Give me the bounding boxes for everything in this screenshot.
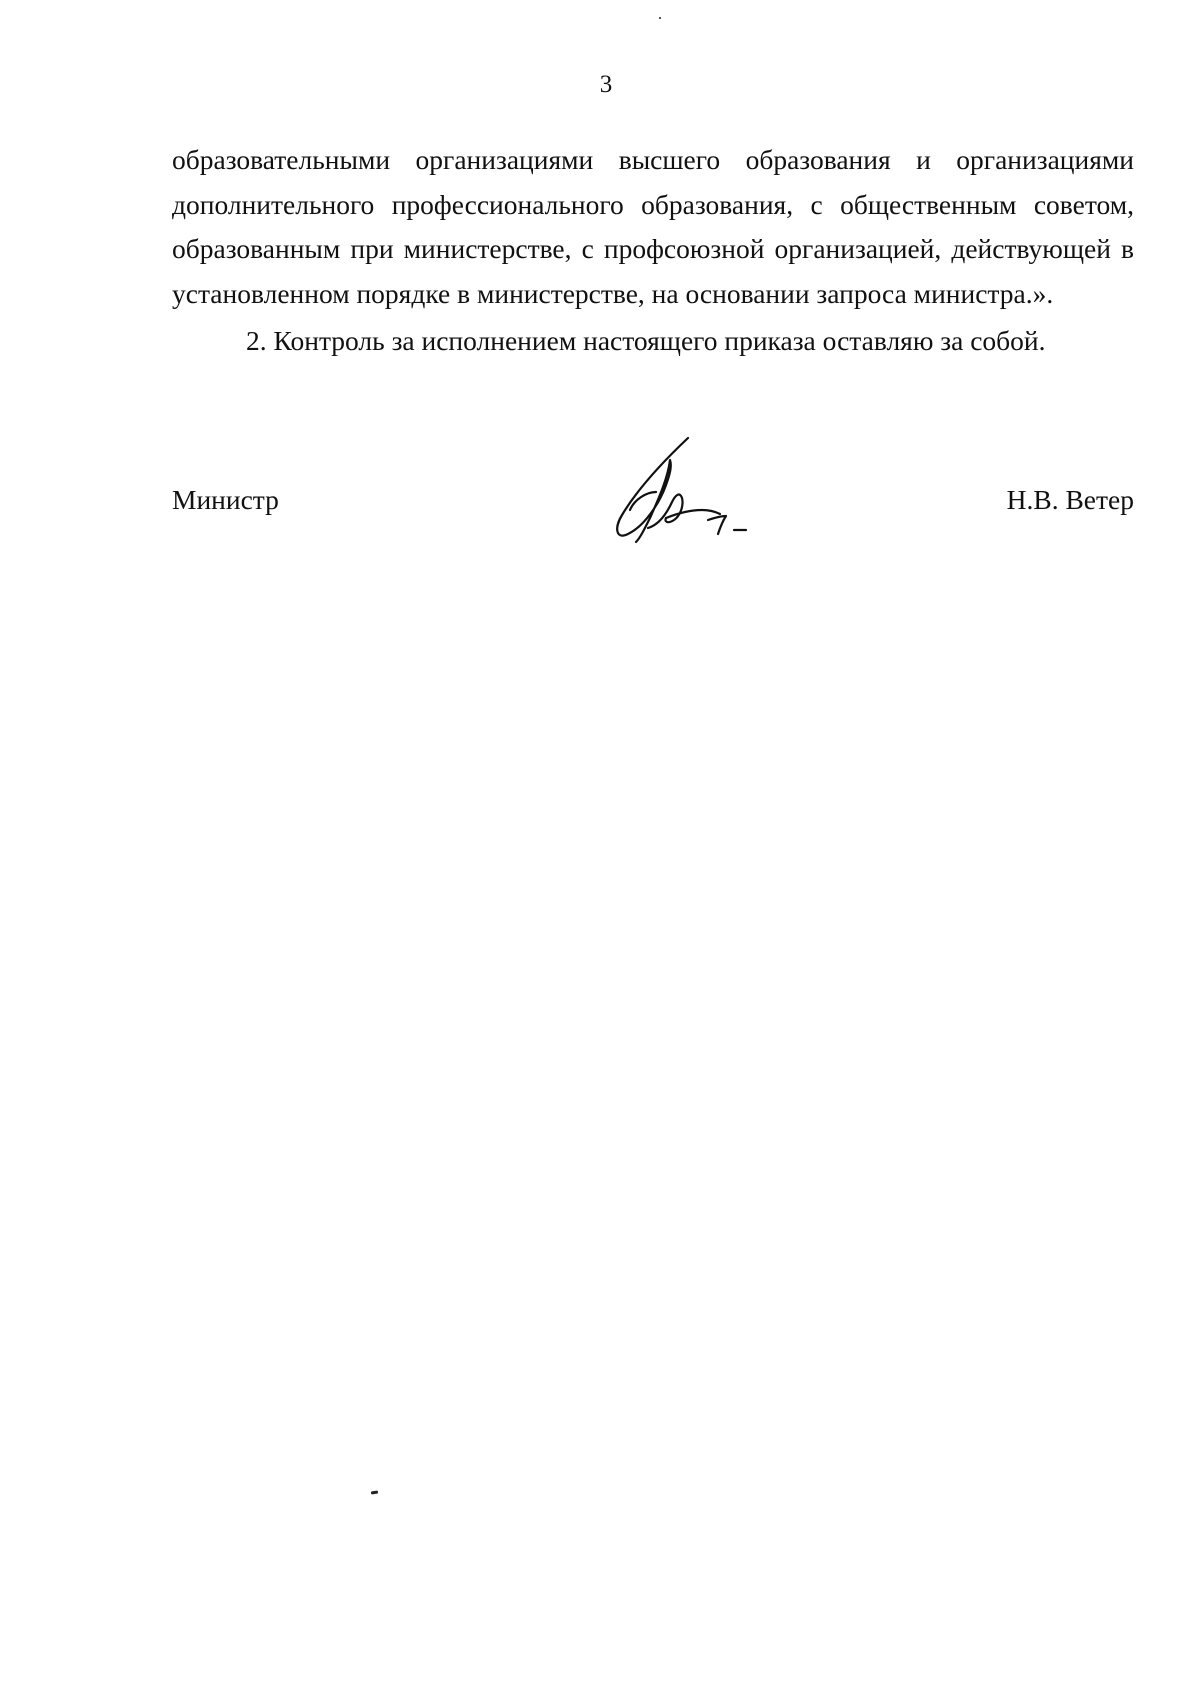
signatory-name: Н.В. Ветер: [1006, 484, 1134, 515]
page-number: 3: [599, 71, 613, 98]
paragraph-control-clause: 2. Контроль за исполнением настоящего приказа оставляю за собой.: [246, 325, 1046, 356]
scan-speck: [659, 17, 661, 19]
paragraph-continuation: образовательными организациями высшего образования и организациями дополнительного профессионального образования, с общественным советом, образованным при министерстве, с профсоюзной организацией, действующей в установленном порядке в министерстве, на основании запроса министра.».: [172, 144, 1134, 309]
document-body: [172, 138, 1134, 364]
handwritten-signature: [600, 430, 760, 550]
scan-speck: [371, 1491, 378, 1495]
signatory-title: Министр: [172, 484, 279, 515]
